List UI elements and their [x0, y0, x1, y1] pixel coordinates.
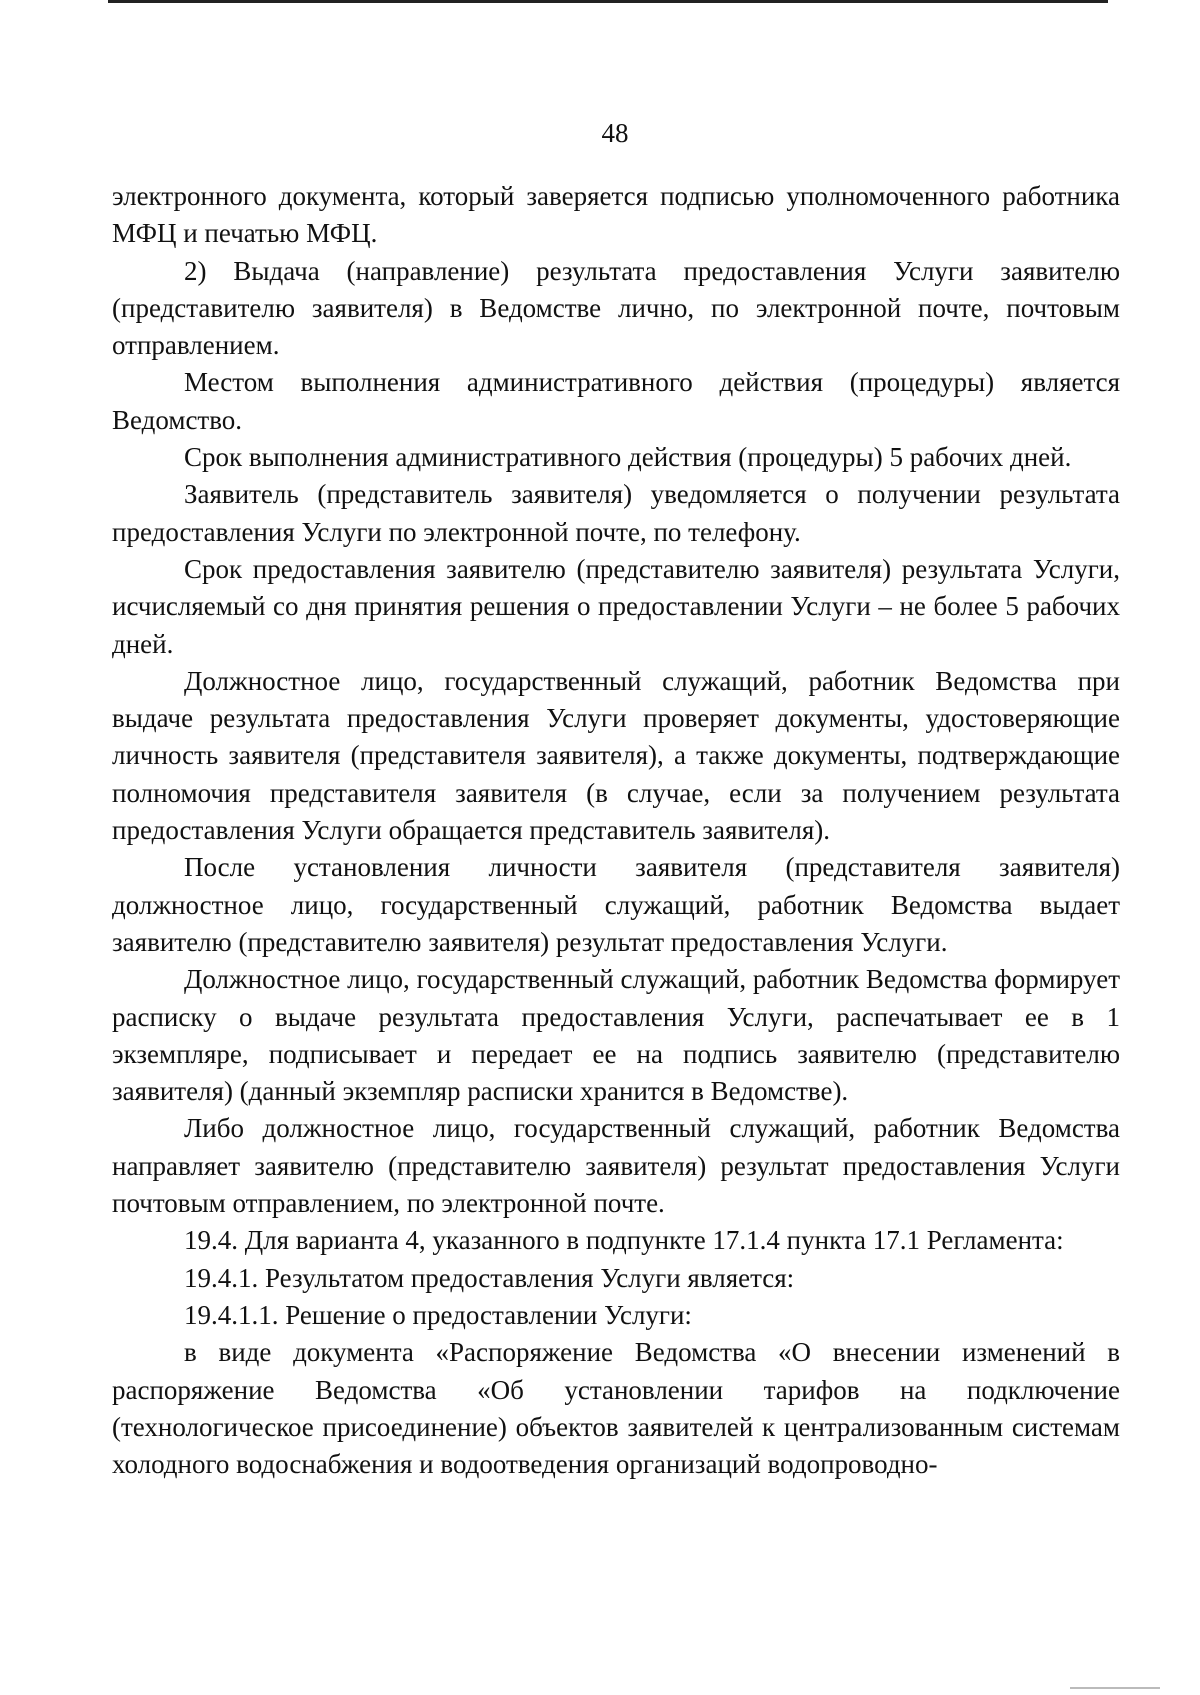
document-body [112, 178, 1120, 1483]
paragraph-4: Срок выполнения административного действия (процедуры) 5 рабочих дней. [184, 442, 1072, 473]
paragraph-5: Заявитель (представитель заявителя) уведомляется о получении результата предоставления Услуги по электронной почте, по телефону. [112, 479, 1120, 547]
paragraph-1: электронного документа, который заверяется подписью уполномоченного работника МФЦ и печатью МФЦ. [112, 181, 1120, 249]
paragraph-14: в виде документа «Распоряжение Ведомства «О внесении изменений в распоряжение Ведомства «Об установлении тарифов на подключение (технологическое присоединение) объектов заявителей к централизованным системам холодного водоснабжения и водоотведения организаций водопроводно- [112, 1337, 1120, 1480]
paragraph-6: Срок предоставления заявителю (представителю заявителя) результата Услуги, исчисляемый со дня принятия решения о предоставлении Услуги – не более 5 рабочих дней. [112, 553, 1120, 659]
paragraph-12: 19.4.1. Результатом предоставления Услуги является: [184, 1262, 795, 1293]
paragraph-9: Должностное лицо, государственный служащий, работник Ведомства формирует расписку о выдаче результата предоставления Услуги, распечатывает ее в 1 экземпляре, подписывает и передает ее на подпись заявителю (представителю заявителя) (данный экземпляр расписки хранится в Ведомстве). [112, 964, 1120, 1107]
paragraph-13: 19.4.1.1. Решение о предоставлении Услуги: [184, 1299, 692, 1330]
bottom-edge-mark [1070, 1687, 1160, 1689]
paragraph-7: Должностное лицо, государственный служащий, работник Ведомства при выдаче результата предоставления Услуги проверяет документы, удостоверяющие личность заявителя (представителя заявителя), а также документы, подтверждающие полномочия представителя заявителя (в случае, если за получением результата предоставления Услуги обращается представитель заявителя). [112, 665, 1120, 846]
paragraph-11: 19.4. Для варианта 4, указанного в подпункте 17.1.4 пункта 17.1 Регламента: [184, 1225, 1064, 1256]
paragraph-8: После установления личности заявителя (представителя заявителя) должностное лицо, государственный служащий, работник Ведомства выдает заявителю (представителю заявителя) результат предоставления Услуги. [112, 852, 1120, 957]
paragraph-3: Местом выполнения административного действия (процедуры) является Ведомство. [112, 367, 1120, 435]
top-edge-rule [108, 0, 1108, 3]
paragraph-2: 2) Выдача (направление) результата предоставления Услуги заявителю (представителю заявителя) в Ведомстве лично, по электронной почте, почтовым отправлением. [112, 255, 1120, 361]
paragraph-10: Либо должностное лицо, государственный служащий, работник Ведомства направляет заявителю (представителю заявителя) результат предоставления Услуги почтовым отправлением, по электронной почте. [112, 1113, 1120, 1219]
page-number: 48 [601, 118, 629, 148]
